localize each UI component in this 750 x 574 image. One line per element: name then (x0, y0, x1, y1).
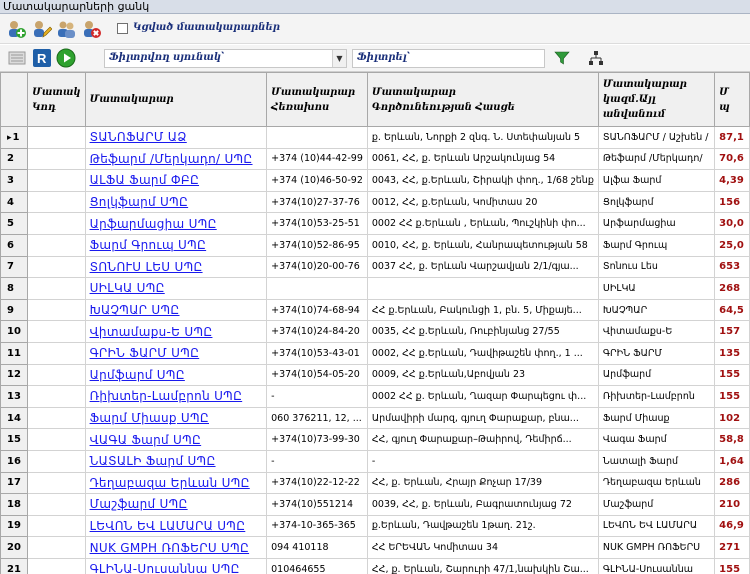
cell-name[interactable] (85, 256, 267, 278)
cell-phone[interactable]: +374(10)551214 (267, 494, 368, 516)
cell-code[interactable] (28, 127, 85, 149)
cell-short-name[interactable]: Ֆարմ Գրուպ (598, 234, 714, 256)
cell-address[interactable]: 0002, ՀՀ ք.Երևան, Դավիթաշեն փող., 1 ... (367, 342, 598, 364)
cell-code[interactable] (28, 537, 85, 559)
cell-phone[interactable]: +374-10-365-365 (267, 515, 368, 537)
row-number[interactable]: 3 (1, 170, 28, 192)
cell-amount[interactable]: 70,6 (715, 148, 750, 170)
header-code[interactable]: Մատակ Կոդ (28, 73, 85, 127)
cell-address[interactable] (367, 278, 598, 300)
cell-code[interactable] (28, 213, 85, 235)
refresh-icon[interactable] (32, 48, 52, 68)
cell-amount[interactable]: 155 (715, 386, 750, 408)
supplier-link[interactable]: ՎԱԳԱ Ֆարմ ՍՊԸ (89, 432, 202, 447)
cell-short-name[interactable]: Ցոլկֆարմ (598, 191, 714, 213)
row-number[interactable]: 5 (1, 213, 28, 235)
header-rownum (1, 73, 28, 127)
supplier-link[interactable]: Մաշֆարմ ՍՊԸ (89, 497, 188, 512)
cell-amount[interactable]: 135 (715, 342, 750, 364)
table-row[interactable] (1, 127, 750, 149)
delete-supplier-icon[interactable] (81, 19, 102, 40)
cell-phone[interactable]: +374(10)73-99-30 (267, 429, 368, 451)
cell-short-name[interactable]: NUK GMPH ՌՈՖԵՐՍ (598, 537, 714, 559)
cell-address[interactable]: ՀՀ, ք. Երևան, Շարուրի 47/1,նախկին Շա... (367, 558, 598, 574)
cell-phone[interactable]: +374(10)53-43-01 (267, 342, 368, 364)
cell-phone[interactable]: +374(10)52-86-95 (267, 234, 368, 256)
cell-amount[interactable]: 87,1 (715, 127, 750, 149)
cell-address[interactable]: 0061, ՀՀ, ք. Երևան Արշակունյաց 54 (367, 148, 598, 170)
svg-text:R: R (37, 51, 47, 66)
supplier-link[interactable]: ՏՈՆՈՒՍ ԼԵՍ ՍՊԸ (89, 259, 203, 274)
row-number[interactable]: 8 (1, 278, 28, 300)
cell-short-name[interactable]: ԳՐԻՆ ՖԱՐՄ (598, 342, 714, 364)
cell-name[interactable] (85, 127, 267, 149)
table-row[interactable] (1, 213, 750, 235)
cell-address[interactable]: 0043, ՀՀ, ք.Երևան, Շիրակի փող., 1/68 շենք (367, 170, 598, 192)
cell-code[interactable] (28, 494, 85, 516)
cell-amount[interactable]: 286 (715, 472, 750, 494)
cell-name[interactable] (85, 472, 267, 494)
row-number[interactable]: 18 (1, 494, 28, 516)
table-row[interactable] (1, 191, 750, 213)
supplier-link[interactable]: Ցոլկֆարմ ՍՊԸ (89, 195, 189, 210)
cell-code[interactable] (28, 515, 85, 537)
cell-address[interactable]: 0037 ՀՀ, ք. Երևան Վարշավյան 2/1/գյա... (367, 256, 598, 278)
supplier-link[interactable]: Արմֆարմ ՍՊԸ (89, 367, 185, 382)
cell-name[interactable] (85, 429, 267, 451)
cell-code[interactable] (28, 299, 85, 321)
row-number[interactable]: 17 (1, 472, 28, 494)
cell-code[interactable] (28, 386, 85, 408)
cell-code[interactable] (28, 472, 85, 494)
cell-name[interactable] (85, 213, 267, 235)
table-row[interactable] (1, 494, 750, 516)
cell-name[interactable] (85, 342, 267, 364)
play-icon[interactable] (56, 48, 76, 68)
header-address[interactable]: Մատակարար Գործունեության Հասցե (367, 73, 598, 127)
cell-short-name[interactable]: Ֆարմ Միասք (598, 407, 714, 429)
cell-phone[interactable]: +374(10)54-05-20 (267, 364, 368, 386)
supplier-link[interactable]: ԽԱՉՊԱՐ ՍՊԸ (89, 303, 180, 318)
cell-amount[interactable]: 30,0 (715, 213, 750, 235)
row-number[interactable]: 11 (1, 342, 28, 364)
cell-code[interactable] (28, 191, 85, 213)
cell-name[interactable] (85, 494, 267, 516)
cell-code[interactable] (28, 407, 85, 429)
chevron-down-icon[interactable]: ▼ (332, 50, 346, 67)
cell-short-name[interactable]: Թեֆարմ /Մերկադո/ (598, 148, 714, 170)
cell-amount[interactable]: 1,64 (715, 450, 750, 472)
cell-code[interactable] (28, 364, 85, 386)
cell-short-name[interactable]: Ալֆա Ֆարմ (598, 170, 714, 192)
header-amount[interactable]: Մ պ (715, 73, 750, 127)
header-short-name[interactable]: Մատակարար կազմ.Այլ անվանում (598, 73, 714, 127)
supplier-link[interactable]: Արֆարմացիա ՍՊԸ (89, 216, 217, 231)
cell-short-name[interactable]: ԳԼԻՆԱ-Սուսաննա (598, 558, 714, 574)
cell-phone[interactable] (267, 127, 368, 149)
cell-code[interactable] (28, 342, 85, 364)
row-number[interactable]: 10 (1, 321, 28, 343)
table-row[interactable] (1, 537, 750, 559)
row-number[interactable]: 21 (1, 558, 28, 574)
cell-name[interactable] (85, 321, 267, 343)
cell-short-name[interactable]: ՏԱՆՈՖԱՐՄ / Աշխեն / (598, 127, 714, 149)
cell-short-name[interactable]: ՍԻԼԿԱ (598, 278, 714, 300)
table-row[interactable] (1, 148, 750, 170)
cell-amount[interactable]: 155 (715, 364, 750, 386)
cell-short-name[interactable]: Մաշֆարմ (598, 494, 714, 516)
supplier-link[interactable]: ՏԱՆՈՖԱՐՄ ԱՁ (89, 130, 187, 145)
add-supplier-icon[interactable] (6, 19, 27, 40)
row-number[interactable]: 15 (1, 429, 28, 451)
cell-short-name[interactable]: Դեղաբազա Երևան (598, 472, 714, 494)
cell-name[interactable] (85, 386, 267, 408)
cell-short-name[interactable]: ԽԱՉՊԱՐ (598, 299, 714, 321)
cell-name[interactable] (85, 515, 267, 537)
table-row[interactable] (1, 558, 750, 574)
cell-phone[interactable]: +374 (10)44-42-99 (267, 148, 368, 170)
row-number[interactable]: 7 (1, 256, 28, 278)
cell-address[interactable]: ՀՀ ք.Երևան, Բակունցի 1, բն. 5, Միքայե... (367, 299, 598, 321)
edit-supplier-icon[interactable] (31, 19, 52, 40)
row-number[interactable]: ▸ 1 (1, 127, 28, 149)
table-row[interactable] (1, 450, 750, 472)
table-row[interactable] (1, 342, 750, 364)
window-title: Մատակարարների ցանկ (3, 0, 150, 13)
header-phone[interactable]: Մատակարար Հեռախոս (267, 73, 368, 127)
cell-short-name[interactable]: Նատալի Ֆարմ (598, 450, 714, 472)
cell-name[interactable] (85, 537, 267, 559)
row-number[interactable]: 4 (1, 191, 28, 213)
cell-amount[interactable]: 210 (715, 494, 750, 516)
table-row[interactable] (1, 386, 750, 408)
cell-short-name[interactable]: Վիտամաքս-Ե (598, 321, 714, 343)
cell-short-name[interactable]: Տոնուս Լես (598, 256, 714, 278)
cell-short-name[interactable]: Արֆարմացիա (598, 213, 714, 235)
cell-address[interactable]: ՀՀ, գյուղ Փարաքար–Թաիրով, Դեմիրճ... (367, 429, 598, 451)
cell-short-name[interactable]: Ռիխտեր-Լամբրոն (598, 386, 714, 408)
supplier-link[interactable]: Վիտամաքս-Ե ՍՊԸ (89, 324, 213, 339)
cell-phone[interactable]: +374 (10)46-50-92 (267, 170, 368, 192)
cell-code[interactable] (28, 429, 85, 451)
cell-amount[interactable]: 157 (715, 321, 750, 343)
cell-phone[interactable]: - (267, 450, 368, 472)
table-header-row (1, 73, 750, 127)
cell-address[interactable]: Արմավիրի մարզ, գյուղ Փարաքար, բնա... (367, 407, 598, 429)
cell-name[interactable] (85, 234, 267, 256)
cell-phone[interactable]: +374(10)20-00-76 (267, 256, 368, 278)
cell-amount[interactable]: 25,0 (715, 234, 750, 256)
table-row[interactable] (1, 364, 750, 386)
cell-code[interactable] (28, 170, 85, 192)
cell-amount[interactable]: 64,5 (715, 299, 750, 321)
column-filter-combo[interactable] (104, 49, 347, 68)
cell-address[interactable]: 0012, ՀՀ, ք.Երևան, Կոմիտաս 20 (367, 191, 598, 213)
cell-code[interactable] (28, 321, 85, 343)
cell-address[interactable]: ք. Երևան, Նորքի 2 զնգ. Ն. Ստեփանյան 5 (367, 127, 598, 149)
cell-address[interactable]: 0010, ՀՀ, ք. Երևան, Հանրապետության 58 (367, 234, 598, 256)
cell-code[interactable] (28, 558, 85, 574)
filter-value-input[interactable] (352, 49, 545, 68)
supplier-link[interactable]: Դեղաբազա Երևան ՍՊԸ (89, 475, 250, 490)
supplier-link[interactable]: ՆԱՏԱԼԻ Ֆարմ ՍՊԸ (89, 454, 216, 469)
supplier-link[interactable]: ԳԼԻՆԱ-Սուսաննա ՍՊԸ (89, 562, 240, 574)
cell-address[interactable]: ՀՀ ԵՐԵՎԱՆ Կոմիտաս 34 (367, 537, 598, 559)
cell-code[interactable] (28, 234, 85, 256)
supplier-link[interactable]: Ռիխտեր-Լամբրոն ՍՊԸ (89, 389, 243, 404)
cell-address[interactable]: ք.Երևան, Դավթաշեն 1թաղ. 21շ. (367, 515, 598, 537)
window-titlebar (0, 0, 750, 14)
export-icon[interactable] (7, 48, 27, 68)
cell-amount[interactable]: 46,9 (715, 515, 750, 537)
cell-name[interactable] (85, 558, 267, 574)
cell-address[interactable]: - (367, 450, 598, 472)
cell-code[interactable] (28, 148, 85, 170)
column-filter-value: Ֆիլտրվող սյունակ՝ (109, 52, 225, 63)
cell-phone[interactable]: - (267, 386, 368, 408)
cell-amount[interactable]: 58,8 (715, 429, 750, 451)
table-row[interactable] (1, 472, 750, 494)
cell-name[interactable] (85, 407, 267, 429)
filter-toolbar (0, 45, 750, 72)
cell-phone[interactable]: 094 410118 (267, 537, 368, 559)
row-number[interactable]: 9 (1, 299, 28, 321)
cell-phone[interactable]: 060 376211, 12, ... (267, 407, 368, 429)
cell-phone[interactable]: +374(10)53-25-51 (267, 213, 368, 235)
cell-name[interactable] (85, 299, 267, 321)
cell-phone[interactable]: +374(10)27-37-76 (267, 191, 368, 213)
row-number[interactable]: 16 (1, 450, 28, 472)
cell-code[interactable] (28, 450, 85, 472)
table-row[interactable] (1, 256, 750, 278)
hierarchy-icon[interactable] (586, 48, 606, 68)
cell-address[interactable]: 0009, ՀՀ ք.Երևան,Աբովյան 23 (367, 364, 598, 386)
filter-value-text: Ֆիլտրել՝ (357, 52, 410, 63)
row-number[interactable]: 13 (1, 386, 28, 408)
suppliers-table (0, 72, 750, 574)
cell-name[interactable] (85, 191, 267, 213)
table-row[interactable] (1, 278, 750, 300)
supplier-link[interactable]: Թեֆարմ /Մերկադո/ ՍՊԸ (89, 151, 253, 166)
supplier-link[interactable]: ԼԵՎՈՆ ԵՎ ԼԱՄԱՐԱ ՍՊԸ (89, 518, 246, 533)
cell-code[interactable] (28, 278, 85, 300)
cell-short-name[interactable]: Արմֆարմ (598, 364, 714, 386)
show-suppliers-label: Կցված մատակարարներ (133, 22, 280, 33)
row-number[interactable]: 20 (1, 537, 28, 559)
row-number[interactable]: 6 (1, 234, 28, 256)
cell-phone[interactable]: +374(10)74-68-94 (267, 299, 368, 321)
supplier-link[interactable]: NUK GMPH ՌՈՖԵՐՍ ՍՊԸ (89, 540, 250, 555)
supplier-link[interactable]: Ֆարմ Միասք ՍՊԸ (89, 411, 209, 426)
row-number[interactable]: 19 (1, 515, 28, 537)
table-row[interactable] (1, 515, 750, 537)
cell-address[interactable]: ՀՀ, ք. Երևան, Հրայր Քոչար 17/39 (367, 472, 598, 494)
cell-amount[interactable]: 155 (715, 558, 750, 574)
table-row[interactable] (1, 407, 750, 429)
suppliers-group-icon[interactable] (56, 19, 77, 40)
cell-address[interactable]: 0002 ՀՀ ք.Երևան , Երևան, Պուշկինի փո... (367, 213, 598, 235)
cell-address[interactable]: 0039, ՀՀ, ք. Երևան, Բագրատունյաց 72 (367, 494, 598, 516)
cell-amount[interactable]: 156 (715, 191, 750, 213)
cell-amount[interactable]: 268 (715, 278, 750, 300)
cell-short-name[interactable]: Վագա Ֆարմ (598, 429, 714, 451)
row-number[interactable]: 2 (1, 148, 28, 170)
cell-code[interactable] (28, 256, 85, 278)
table-row[interactable] (1, 234, 750, 256)
top-toolbar (0, 14, 750, 44)
supplier-link[interactable]: Ֆարմ Գրուպ ՍՊԸ (89, 238, 207, 253)
cell-amount[interactable]: 271 (715, 537, 750, 559)
cell-phone[interactable] (267, 278, 368, 300)
cell-phone[interactable]: +374(10)22-12-22 (267, 472, 368, 494)
table-body (1, 127, 750, 574)
cell-amount[interactable]: 4,39 (715, 170, 750, 192)
cell-name[interactable] (85, 364, 267, 386)
cell-amount[interactable]: 653 (715, 256, 750, 278)
cell-name[interactable] (85, 148, 267, 170)
cell-amount[interactable]: 102 (715, 407, 750, 429)
cell-phone[interactable]: 010464655 (267, 558, 368, 574)
filter-funnel-icon[interactable] (552, 48, 572, 68)
row-number[interactable]: 14 (1, 407, 28, 429)
cell-phone[interactable]: +374(10)24-84-20 (267, 321, 368, 343)
table-row[interactable] (1, 299, 750, 321)
table-row[interactable] (1, 321, 750, 343)
show-suppliers-checkbox[interactable] (117, 23, 128, 34)
cell-name[interactable] (85, 278, 267, 300)
cell-address[interactable]: 0002 ՀՀ ք. Երևան, Ղազար Փարպեցու փ... (367, 386, 598, 408)
cell-name[interactable] (85, 450, 267, 472)
cell-name[interactable] (85, 170, 267, 192)
row-number[interactable]: 12 (1, 364, 28, 386)
suppliers-grid (0, 72, 750, 574)
supplier-link[interactable]: ԱԼՖԱ Ֆարմ ՓԲԸ (89, 173, 200, 188)
supplier-link[interactable]: ՍԻԼԿԱ ՍՊԸ (89, 281, 165, 296)
table-row[interactable] (1, 429, 750, 451)
supplier-link[interactable]: ԳՐԻՆ ՖԱՐՄ ՍՊԸ (89, 346, 200, 361)
cell-address[interactable]: 0035, ՀՀ ք.Երևան, Ռուբինյանց 27/55 (367, 321, 598, 343)
header-name[interactable]: Մատակարար (85, 73, 267, 127)
cell-short-name[interactable]: ԼԵՎՈՆ ԵՎ ԼԱՄԱՐԱ (598, 515, 714, 537)
table-row[interactable] (1, 170, 750, 192)
